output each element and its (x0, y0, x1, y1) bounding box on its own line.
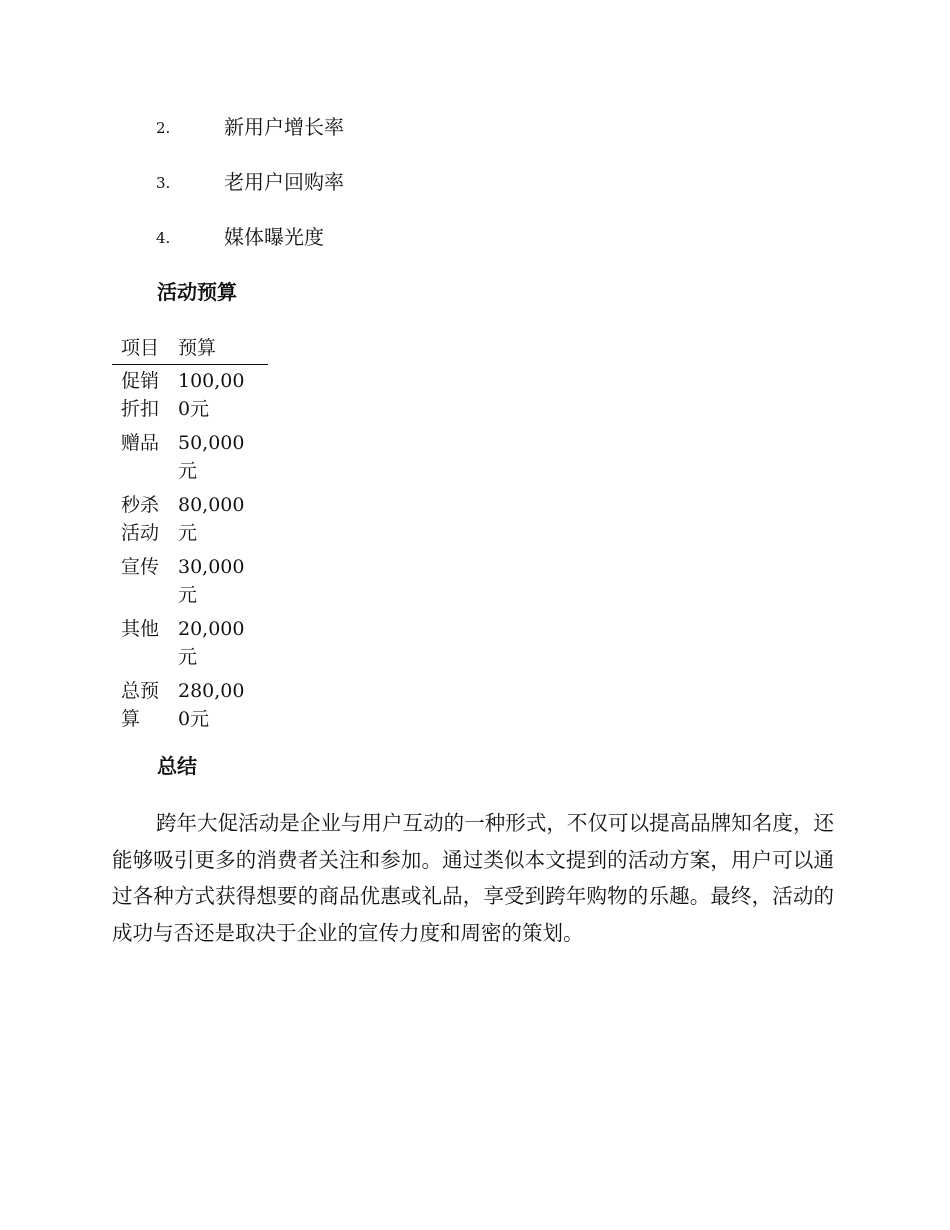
budget-item-cell: 宣传 (121, 556, 160, 578)
budget-amount-cell: 50,000元 (178, 432, 245, 482)
table-row (112, 489, 268, 551)
budget-item-cell: 总预算 (121, 680, 160, 730)
column-header-budget: 预算 (178, 334, 268, 365)
list-item-number: 4. (156, 229, 171, 247)
budget-item-cell: 其他 (121, 618, 160, 640)
budget-item-cell: 赠品 (121, 432, 160, 454)
budget-amount-cell: 100,000元 (178, 370, 245, 420)
budget-heading: 活动预算 (157, 280, 237, 304)
budget-amount-cell: 30,000元 (178, 556, 245, 606)
budget-item-cell: 促销折扣 (121, 370, 160, 420)
budget-amount-cell: 80,000元 (178, 494, 245, 544)
budget-table (112, 334, 268, 737)
list-item (0, 108, 950, 163)
budget-item-cell: 秒杀活动 (121, 494, 160, 544)
list-item-number: 3. (156, 174, 171, 192)
table-row (112, 613, 268, 675)
table-header-row (112, 334, 268, 365)
list-item-number: 2. (156, 119, 171, 137)
column-header-item: 项目 (112, 334, 178, 365)
list-item (0, 218, 950, 273)
list-item (0, 163, 950, 218)
list-item-text: 媒体曝光度 (224, 225, 324, 249)
table-row (112, 365, 268, 428)
budget-amount-cell: 280,000元 (178, 680, 245, 730)
list-item-text: 老用户回购率 (224, 170, 344, 194)
table-row (112, 427, 268, 489)
summary-heading: 总结 (157, 754, 197, 778)
table-row (112, 675, 268, 737)
table-row (112, 551, 268, 613)
list-item-text: 新用户增长率 (224, 115, 344, 139)
numbered-list (0, 108, 950, 273)
summary-paragraph: 跨年大促活动是企业与用户互动的一种形式，不仅可以提高品牌知名度，还能够吸引更多的消费者关注和参加。通过类似本文提到的活动方案，用户可以通过各种方式获得想要的商品优惠或礼品，享受到跨年购物的乐趣。最终，活动的成功与否还是取决于企业的宣传力度和周密的策划。 (112, 811, 834, 945)
budget-amount-cell: 20,000元 (178, 618, 245, 668)
